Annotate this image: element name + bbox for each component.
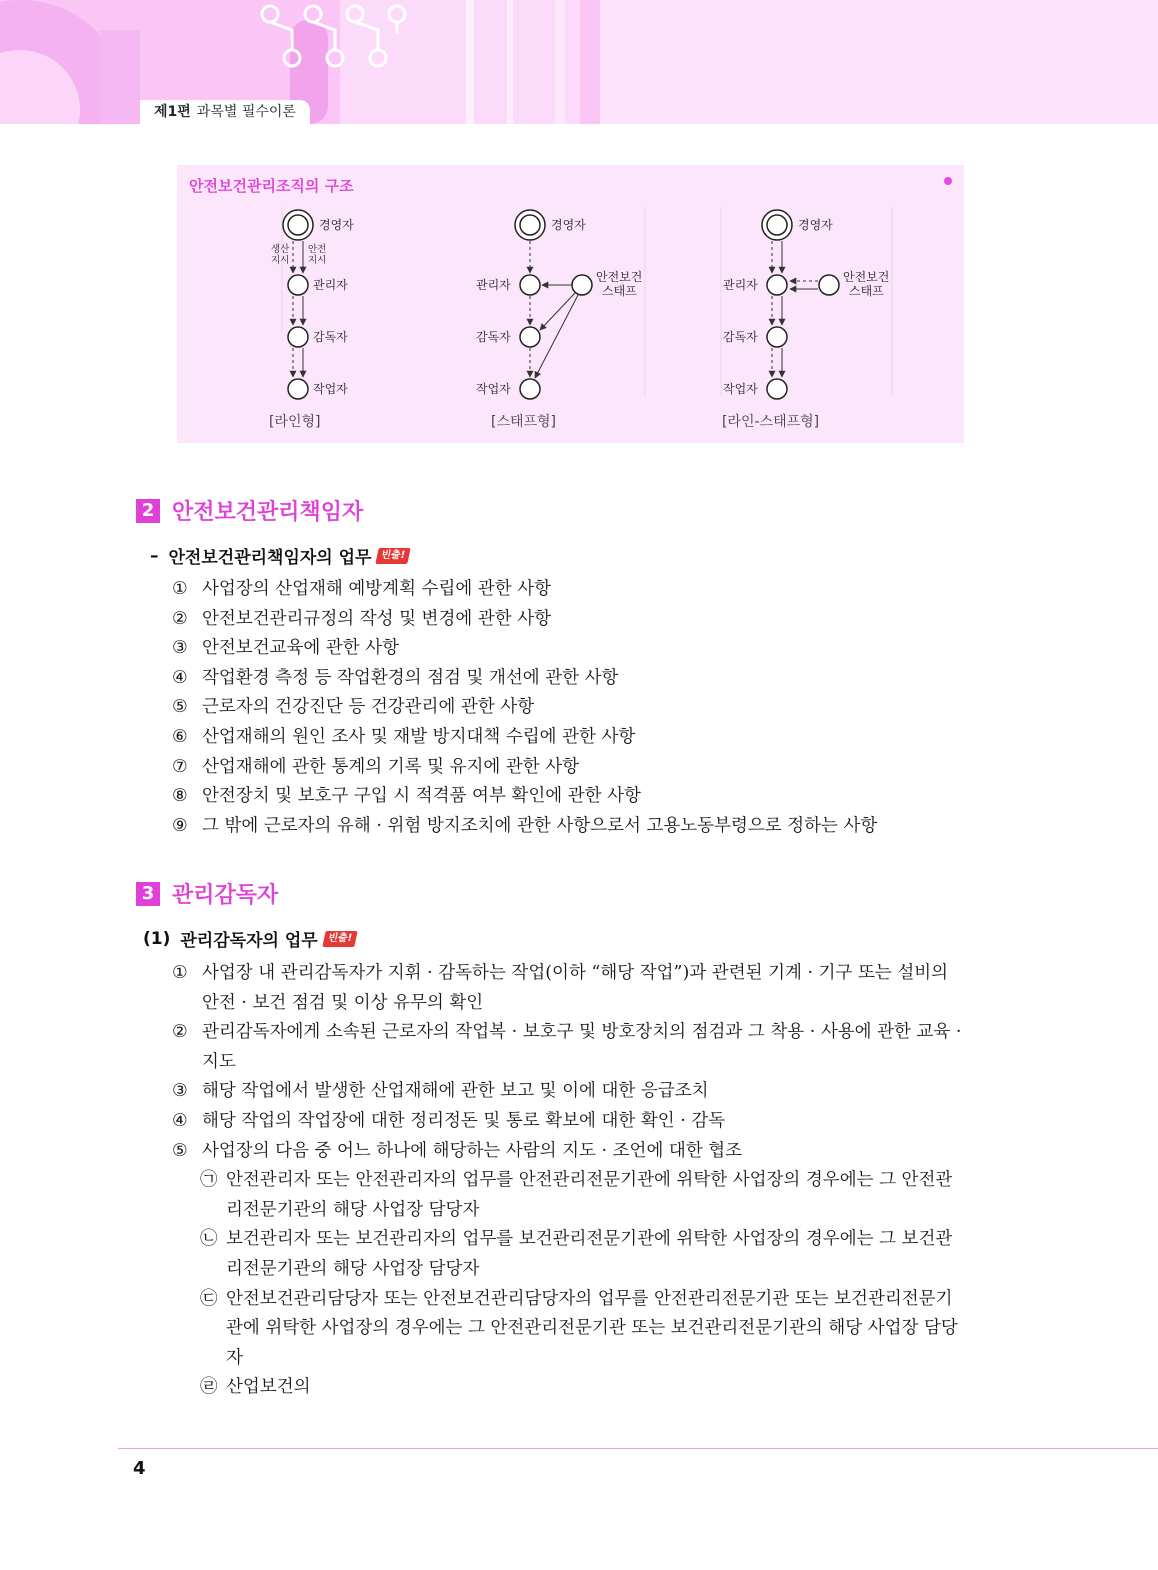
supervisor-label: 감독자	[723, 330, 758, 344]
ceo-label: 경영자	[551, 218, 586, 232]
worker-label: 작업자	[476, 382, 511, 396]
section-title: 안전보건관리책임자	[172, 500, 364, 525]
supervisor-node	[288, 327, 308, 347]
chapter-label: 과목별 필수이론	[196, 104, 296, 120]
line-staff-type-diagram	[721, 207, 892, 430]
chapter-tab	[140, 100, 310, 124]
supervisor-node	[520, 327, 540, 347]
sub-list-item: ㉠ 안전관리자 또는 안전관리자의 업무를 안전관리전문기관에 위탁한 사업장의 경우에는 그 안전관리전문기관의 해당 사업장 담당자	[200, 1170, 953, 1220]
list-item: ④ 해당 작업의 작업장에 대한 정리정돈 및 통로 확보에 대한 확인 · 감독	[172, 1110, 726, 1131]
subheading-title: 안전보건관리책임자의 업무	[168, 548, 372, 568]
supervisor-label: 감독자	[313, 330, 348, 344]
section-2-list	[172, 575, 972, 841]
staff-type-caption: [스태프형]	[491, 414, 557, 430]
list-item: ② 관리감독자에게 소속된 근로자의 작업복 · 보호구 및 방호장치의 점검과 그 착용 · 사용에 관한 교육 · 지도	[172, 1022, 962, 1072]
section-3-heading	[136, 878, 278, 909]
staff-label-1: 안전보건	[843, 270, 890, 284]
sub-list-item: ㉣ 산업보건의	[200, 1377, 311, 1398]
staff-label-1: 안전보건	[596, 270, 643, 284]
manager-label: 관리자	[313, 278, 348, 292]
edge-label-production-1: 생산	[271, 244, 290, 255]
staff-type-diagram	[476, 207, 645, 430]
header-band	[0, 0, 1158, 124]
line-staff-type-caption: [라인-스태프형]	[722, 414, 820, 430]
ceo-label: 경영자	[319, 218, 354, 232]
manager-label: 관리자	[476, 278, 511, 292]
list-item: ① 사업장의 산업재해 예방계획 수립에 관한 사항	[172, 579, 552, 599]
organization-figure	[177, 165, 964, 443]
list-item: ⑦ 산업재해에 관한 통계의 기록 및 유지에 관한 사항	[172, 756, 580, 777]
section-number: 2	[136, 499, 160, 523]
list-item: ⑧ 안전장치 및 보호구 구입 시 적격품 여부 확인에 관한 사항	[172, 786, 641, 807]
supervisor-label: 감독자	[476, 330, 511, 344]
supervisor-node	[767, 327, 787, 347]
list-item: ⑥ 산업재해의 원인 조사 및 재발 방지대책 수립에 관한 사항	[172, 726, 636, 747]
list-item: ③ 해당 작업에서 발생한 산업재해에 관한 보고 및 이에 대한 응급조치	[172, 1081, 709, 1102]
staff-label-2: 스태프	[849, 284, 884, 298]
part-label: 제1편	[154, 104, 191, 120]
staff-node	[572, 275, 592, 295]
worker-label: 작업자	[723, 382, 758, 396]
subheading-prefix: (1)	[143, 928, 171, 949]
edge-label-production-2: 지시	[271, 255, 290, 266]
worker-node	[767, 379, 787, 399]
worker-label: 작업자	[313, 382, 348, 396]
manager-node	[288, 275, 308, 295]
page-number: 4	[133, 1458, 146, 1479]
list-item: ⑨ 그 밖에 근로자의 유해 · 위험 방지조치에 관한 사항으로서 고용노동부령으로 정하는 사항	[172, 815, 878, 836]
sub-list-item: ㉢ 안전보건관리담당자 또는 안전보건관리담당자의 업무를 안전관리전문기관 또는 보건관리전문기관에 위탁한 사업장의 경우에는 그 안전관리전문기관 또는 보건관리전문기관의 해당 사업장 담당자	[200, 1288, 958, 1368]
subheading-prefix: –	[150, 545, 159, 566]
manager-node	[520, 275, 540, 295]
frequent-badge: 빈출!	[322, 931, 357, 947]
edge-label-safety-1: 안전	[308, 244, 327, 255]
section-number: 3	[136, 882, 160, 906]
list-item: ① 사업장 내 관리감독자가 지휘 · 감독하는 작업(이하 “해당 작업”)과 관련된 기계 · 기구 또는 설비의 안전 · 보건 점검 및 이상 유무의 확인	[172, 963, 949, 1013]
list-item: ⑤ 사업장의 다음 중 어느 하나에 해당하는 사람의 지도 · 조언에 대한 협조	[172, 1140, 743, 1161]
section-3-subheading	[143, 926, 356, 951]
worker-node	[288, 379, 308, 399]
line-type-caption: [라인형]	[269, 414, 321, 430]
sub-list-item: ㉡ 보건관리자 또는 보건관리자의 업무를 보건관리전문기관에 위탁한 사업장의 경우에는 그 보건관리전문기관의 해당 사업장 담당자	[200, 1229, 953, 1279]
manager-label: 관리자	[723, 278, 758, 292]
line-type-diagram	[269, 207, 354, 430]
subheading-title: 관리감독자의 업무	[180, 931, 318, 951]
list-item: ⑤ 근로자의 건강진단 등 건강관리에 관한 사항	[172, 697, 535, 718]
section-2-subheading	[150, 543, 409, 568]
section-3-list	[172, 959, 964, 1403]
edge-label-safety-2: 지시	[308, 255, 327, 266]
worker-node	[520, 379, 540, 399]
list-item: ③ 안전보건교육에 관한 사항	[172, 638, 400, 659]
footer-divider	[118, 1448, 1158, 1449]
staff-label-2: 스태프	[602, 284, 637, 298]
section-2-heading	[136, 495, 363, 526]
ceo-label: 경영자	[798, 218, 833, 232]
staff-node	[819, 275, 839, 295]
sub-list	[172, 1166, 964, 1403]
figure-title: 안전보건관리조직의 구조	[189, 177, 354, 195]
org-structure-diagrams	[177, 165, 964, 443]
list-item: ④ 작업환경 측정 등 작업환경의 점검 및 개선에 관한 사항	[172, 667, 619, 688]
frequent-badge: 빈출!	[376, 548, 411, 564]
manager-node	[767, 275, 787, 295]
section-title: 관리감독자	[172, 883, 279, 908]
list-item: ② 안전보건관리규정의 작성 및 변경에 관한 사항	[172, 608, 552, 629]
